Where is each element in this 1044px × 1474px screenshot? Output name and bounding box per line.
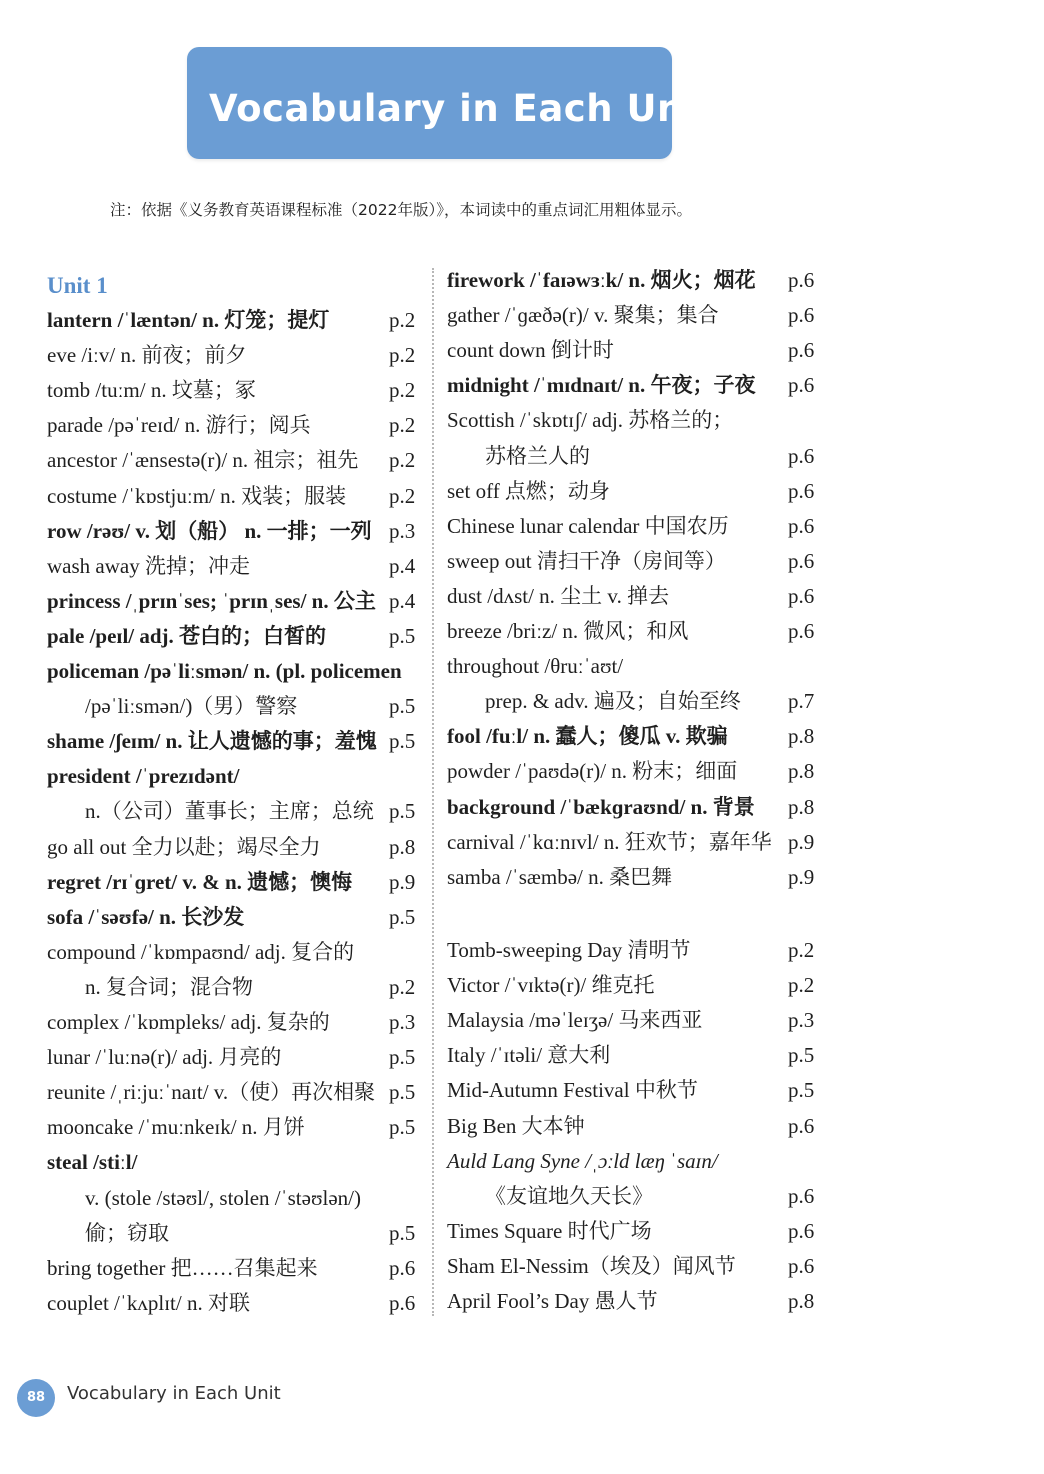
vocab-entry [447,509,828,544]
vocab-text: mooncake /ˈmuːnkeɪk/ n. 月饼 [47,1115,305,1140]
vocab-entry [47,338,429,373]
page-reference: p.5 [389,904,416,929]
vocab-entry [47,443,429,478]
page-reference: p.5 [389,799,416,824]
footer-label: Vocabulary in Each Unit [67,1383,281,1404]
page-reference: p.5 [389,1220,416,1245]
vocab-text: breeze /briːz/ n. 微风；和风 [447,619,689,643]
vocab-text: sofa /ˈsəʊfə/ n. 长沙发 [47,904,245,929]
vocab-entry [47,549,429,584]
vocab-text: couplet /ˈkʌplɪt/ n. 对联 [47,1290,250,1315]
vocab-text: Chinese lunar calendar 中国农历 [447,513,729,538]
vocab-entry [47,794,429,829]
vocab-entry [447,474,828,509]
page-reference: p.7 [788,689,815,714]
vocab-text: parade /pəˈreɪd/ n. 游行；阅兵 [47,413,311,438]
page-reference: p.6 [788,338,815,363]
vocab-text: bring together 把……召集起来 [47,1255,318,1280]
page-reference: p.9 [389,869,416,894]
vocab-text: throughout /θruːˈaʊt/ [447,654,624,679]
vocab-entry [47,1251,429,1286]
page-reference: p.4 [389,588,416,613]
vocab-text: go all out 全力以赴；竭尽全力 [47,834,321,859]
page-reference: p.5 [788,1078,815,1103]
vocab-text: steal /stiːl/ [47,1150,138,1175]
page-reference: p.6 [788,548,815,573]
page-reference: p.6 [788,1113,815,1138]
vocab-text: Victor /ˈvɪktə(r)/ 维克托 [447,973,655,998]
vocab-entry [47,1005,429,1040]
vocab-text: background /ˈbækɡraʊnd/ n. 背景 [447,794,755,819]
vocab-text: fool /fuːl/ n. 蠢人；傻瓜 v. 欺骗 [447,724,728,749]
vocab-entry [447,1038,828,1073]
page-reference: p.6 [788,619,815,643]
page-reference: p.9 [788,864,815,889]
page-reference: p.5 [389,1080,416,1105]
vocab-entry [447,544,828,579]
unit-heading: Unit 1 [47,273,108,298]
vocab-entry [447,860,828,895]
page-reference: p.5 [788,1043,815,1068]
vocab-entry [47,1216,429,1251]
vocab-text: pale /peɪl/ adj. 苍白的；白皙的 [47,623,327,648]
vocab-entry [47,900,429,935]
vocab-entry [447,439,828,474]
vocab-entry [47,689,429,724]
vocab-text: Scottish /ˈskɒtɪʃ/ adj. 苏格兰的； [447,408,734,433]
vocab-entry [47,654,429,689]
page-reference: p.5 [389,729,416,754]
vocab-entry [47,408,429,443]
page-reference: p.8 [788,724,815,749]
page-reference: p.8 [389,834,416,859]
vocab-entry [47,935,429,970]
vocab-entry [447,825,828,860]
vocab-entry [447,649,828,684]
vocab-text: prep. & adv. 遍及；自始至终 [485,689,741,714]
vocab-text: dust /dʌst/ n. 尘土 v. 掸去 [447,583,670,608]
page-reference: p.3 [389,1010,416,1034]
page-reference: p.2 [389,483,416,508]
vocab-text: reunite /ˌriːjuːˈnaɪt/ v.（使）再次相聚 [47,1080,376,1105]
vocab-entry [447,298,828,333]
vocab-entry [47,724,429,759]
page-reference: p.6 [389,1255,416,1280]
vocab-entry [447,403,828,438]
vocab-text: eve /iːv/ n. 前夜；前夕 [47,343,247,368]
page-reference: p.5 [389,1045,416,1070]
page-reference: p.2 [389,343,416,368]
vocab-text: shame /ʃeɪm/ n. 让人遗憾的事；羞愧 [47,729,377,754]
vocab-text: Italy /ˈɪtəli/ 意大利 [447,1043,611,1068]
page-number-badge: 88 [17,1379,55,1417]
vocab-entry [47,1181,429,1216]
vocab-entry [47,865,429,900]
vocab-entry [447,1179,828,1214]
vocab-entry [447,579,828,614]
page-title: Vocabulary in Each Unit [209,87,716,130]
vocab-entry [447,263,828,298]
vocab-entry [447,1073,828,1108]
vocab-text: 苏格兰人的 [485,443,590,468]
vocab-text: complex /ˈkɒmpleks/ adj. 复杂的 [47,1010,330,1034]
vocab-entry [447,1249,828,1284]
vocab-text: Malaysia /məˈleɪʒə/ 马来西亚 [447,1008,703,1033]
vocab-entry [447,614,828,649]
vocab-text: compound /ˈkɒmpaʊnd/ adj. 复合的 [47,939,355,964]
vocab-entry [47,514,429,549]
vocab-text: costume /ˈkɒstjuːm/ n. 戏装；服装 [47,483,347,508]
vocab-text: powder /ˈpaʊdə(r)/ n. 粉末；细面 [447,759,738,784]
vocab-text: wash away 洗掉；冲走 [47,553,250,578]
page-reference: p.2 [389,413,416,438]
vocab-text: regret /rɪˈɡret/ v. & n. 遗憾；懊悔 [47,869,353,894]
vocab-text: carnival /ˈkɑːnɪvl/ n. 狂欢节；嘉年华 [447,829,772,854]
page-reference: p.5 [389,694,416,719]
vocab-text: Times Square 时代广场 [447,1218,652,1243]
page-reference: p.6 [788,303,815,328]
vocab-entry [47,830,429,865]
page-reference: p.6 [788,443,815,468]
vocab-entry [447,368,828,403]
vocab-text: lunar /ˈluːnə(r)/ adj. 月亮的 [47,1045,282,1070]
vocab-entry [47,619,429,654]
vocab-text: Tomb-sweeping Day 清明节 [447,938,691,962]
vocab-entry [447,1109,828,1144]
vocab-entry [47,1110,429,1145]
page-reference: p.4 [389,553,416,578]
page-reference: p.2 [389,974,416,999]
page-reference: p.5 [389,623,416,648]
vocab-text: v. (stole /stəʊl/, stolen /ˈstəʊlən/) [85,1185,361,1210]
vocab-text: row /rəʊ/ v. 划（船） n. 一排；一列 [47,518,372,543]
column-divider [432,268,434,1316]
vocab-entry [447,684,828,719]
note-text: 注：依据《义务教育英语课程标准（2022年版）》，本词读中的重点词汇用粗体显示。 [110,201,692,219]
vocab-entry [447,933,828,968]
vocab-entry [447,968,828,1003]
vocab-entry [447,754,828,789]
vocab-text: Big Ben 大本钟 [447,1113,585,1138]
vocab-text: midnight /ˈmɪdnaɪt/ n. 午夜；子夜 [447,373,756,398]
vocab-entry [447,719,828,754]
vocab-entry [447,333,828,368]
page-reference: p.6 [788,373,815,398]
vocab-entry [47,759,429,794]
vocab-entry [47,479,429,514]
vocab-text: president /ˈprezɪdənt/ [47,764,240,789]
vocab-text: n. 复合词；混合物 [85,974,253,999]
page-reference: p.2 [788,973,815,998]
page-reference: p.5 [389,1115,416,1140]
page-reference: p.3 [788,1008,815,1033]
page-reference: p.8 [788,794,815,819]
page-reference: p.8 [788,1289,815,1313]
vocab-text: firework /ˈfaɪəwɜːk/ n. 烟火；烟花 [447,268,756,292]
vocab-entry [47,1075,429,1110]
vocab-text: gather /ˈɡæðə(r)/ v. 聚集；集合 [447,303,719,328]
vocab-text: Mid-Autumn Festival 中秋节 [447,1078,698,1103]
vocab-entry [47,1286,429,1321]
vocab-text: April Fool’s Day 愚人节 [447,1289,658,1313]
vocab-text: lantern /ˈlæntən/ n. 灯笼；提灯 [47,308,330,332]
page-reference: p.6 [389,1290,416,1315]
vocab-text: princess /ˌprɪnˈses; ˈprɪnˌses/ n. 公主 [47,588,376,613]
vocab-text: 《友谊地久天长》 [485,1183,653,1208]
vocab-text: 偷；窃取 [85,1220,169,1245]
page-reference: p.6 [788,1218,815,1243]
vocab-entry [47,303,429,338]
page-reference: p.6 [788,268,815,292]
vocab-entry [447,1284,828,1319]
vocab-text: policeman /pəˈliːsmən/ n. (pl. policemen [47,659,402,683]
vocab-entry [47,1145,429,1180]
page-reference: p.6 [788,1183,815,1208]
vocab-entry [447,1003,828,1038]
vocab-entry [47,584,429,619]
vocab-text: set off 点燃；动身 [447,478,610,503]
page-reference: p.6 [788,513,815,538]
vocab-text: samba /ˈsæmbə/ n. 桑巴舞 [447,864,673,889]
page-reference: p.2 [389,448,416,473]
page-reference: p.9 [788,829,815,854]
vocab-text: ancestor /ˈænsestə(r)/ n. 祖宗；祖先 [47,448,359,473]
vocab-entry [47,970,429,1005]
vocab-text: Sham El-Nessim（埃及）闻风节 [447,1253,736,1278]
title-banner [187,47,716,159]
page-reference: p.6 [788,583,815,608]
vocab-text: /pəˈliːsmən/)（男）警察 [85,694,298,719]
page-reference: p.2 [389,308,416,332]
vocab-entry [447,1144,828,1179]
page-reference: p.2 [389,378,416,403]
vocab-entry [447,790,828,825]
page-reference: p.6 [788,478,815,503]
vocab-text: count down 倒计时 [447,338,614,363]
page-reference: p.8 [788,759,815,784]
vocab-text: tomb /tuːm/ n. 坟墓；冢 [47,378,256,403]
page-reference: p.2 [788,938,815,962]
vocab-text: n.（公司）董事长；主席；总统 [85,799,374,824]
vocab-entry [47,373,429,408]
vocab-entry [47,1040,429,1075]
page-reference: p.6 [788,1253,815,1278]
page-reference: p.3 [389,518,416,543]
vocab-text: Auld Lang Syne /ˌɔːld læŋ ˈsaɪn/ [447,1148,718,1173]
vocab-entry [447,1214,828,1249]
vocab-text: sweep out 清扫干净（房间等） [447,548,726,573]
